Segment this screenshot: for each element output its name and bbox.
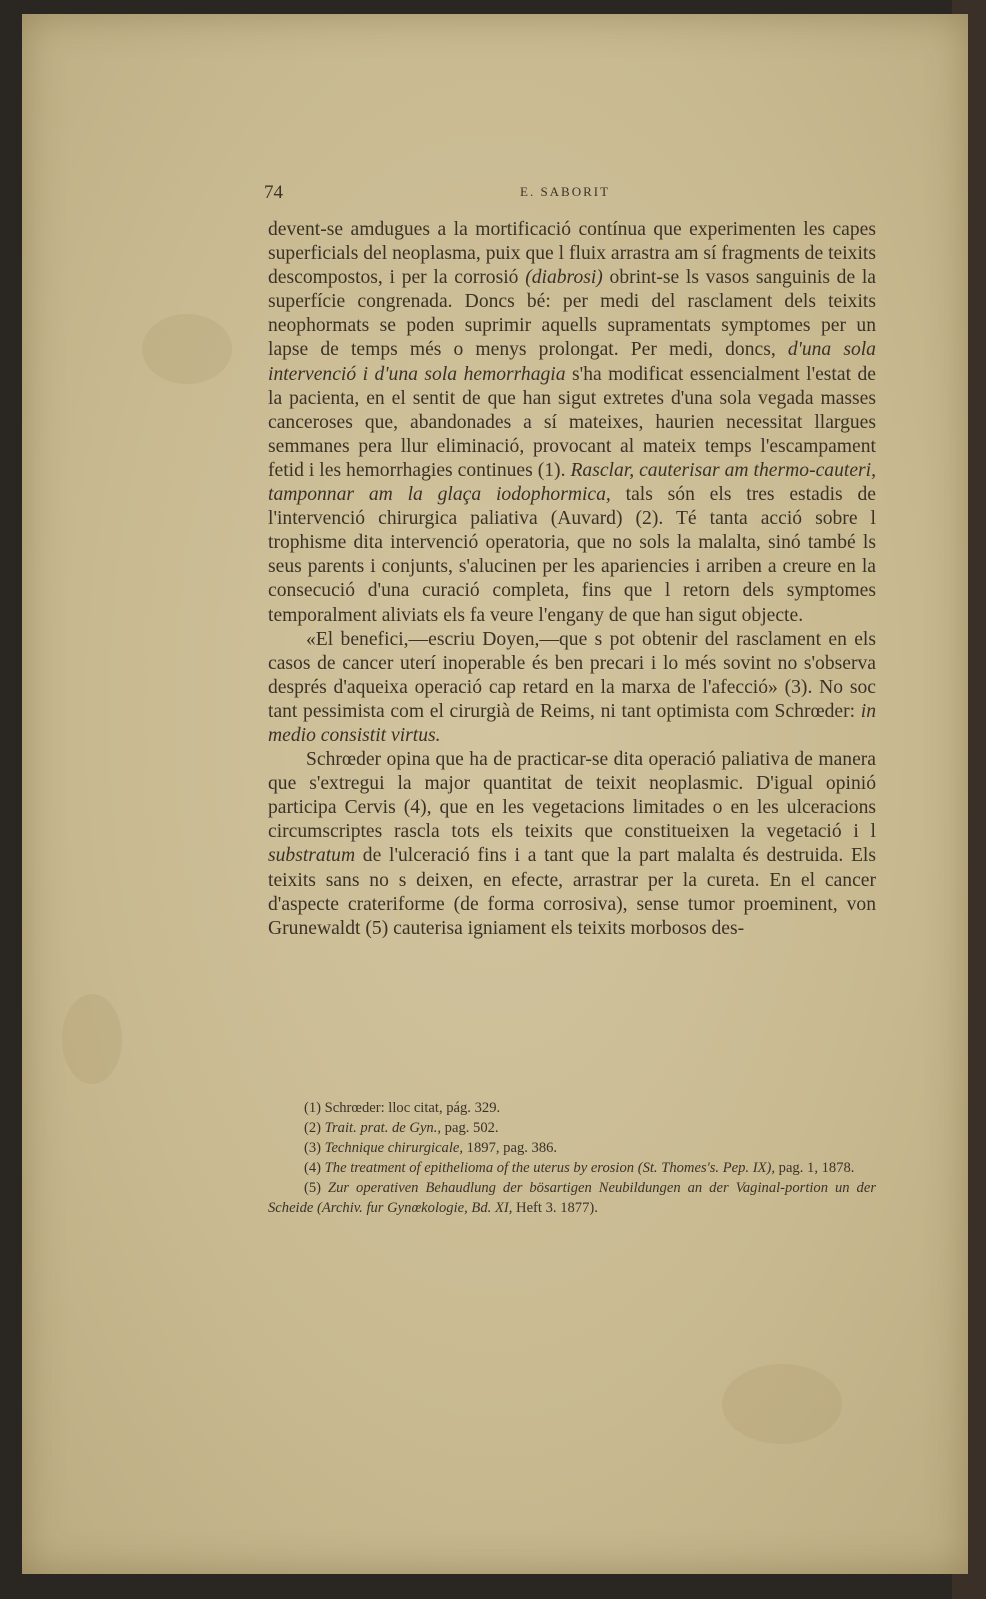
footnote <box>268 1178 876 1218</box>
italic-text: Technique chirurgicale, <box>324 1140 464 1156</box>
footnote <box>268 1138 876 1158</box>
text-run: de l'ulceració fins i a tant que la part malalta és destruida. Els teixits sans no s deixen, en efecte, arrastrar per la cureta. En el cancer d'aspecte crateriforme (de forma corrosiva), sense tumor proeminent, von Grunewaldt (5) cauterisa igniament els teixits morbosos des- <box>268 845 876 939</box>
paragraph <box>268 218 876 628</box>
footnote <box>268 1118 876 1138</box>
text-run: (2) <box>304 1120 325 1136</box>
italic-text: d'una sola intervenció i d'una sola hemorrhagia <box>268 339 876 385</box>
italic-text: Trait. prat. de Gyn. <box>324 1120 438 1136</box>
footnote <box>268 1158 876 1178</box>
text-run: (4) <box>304 1160 325 1176</box>
running-head: E. SABORIT <box>520 184 611 199</box>
text-run: «El benefici,—escriu Doyen,—que s pot obtenir del rasclament en els casos de cancer uterí inoperable és ben precari i lo més sovint no s'observa després d'aqueixa operació cap retard en la marxa de l'afecció» (3). No soc tant pessimista com el cirurgià de Reims, ni tant optimista com Schrœder: <box>268 628 876 722</box>
footnote <box>268 1098 876 1118</box>
italic-text: Rasclar, cauterisar am thermo-cauteri, tamponnar am la glaça iodophormica, <box>268 459 876 506</box>
page-number: 74 <box>264 182 283 203</box>
paper-stain <box>62 994 122 1084</box>
text-run: devent-se amdugues a la mortificació contínua que experimenten les capes superficials del neoplasma, puix que l fluix arrastra am sí fragments de teixits descompostos, i per la corrosió <box>268 219 876 289</box>
text-run: pag. 1, 1878. <box>775 1160 855 1176</box>
text-run: tals són els tres estadis de l'intervenció chirurgica paliativa (Auvard) (2). Té tanta acció sobre l trophisme dita intervenció operatoria, que no sols la malalta, sinó també ls seus parents i conjunts, s'alucinen per les apariencies i arriben a creure en la consecució d'una curació completa, fins que l retorn dels symptomes temporalment aliviats els fa veure l'engany de que han sigut objecte. <box>268 484 876 626</box>
paper-stain <box>142 314 232 384</box>
footnotes <box>268 1098 876 1218</box>
body-text <box>268 218 876 941</box>
text-run: (3) <box>304 1140 325 1156</box>
text-run: Heft 3. 1877). <box>512 1200 598 1216</box>
italic-text: Zur operativen Behaudlung der bösartigen Neubildungen an der Vaginal-portion un der Scheide (Archiv. fur Gynœkologie, Bd. XI, <box>268 1180 877 1216</box>
text-run: obrint-se ls vasos sanguinis de la superfície congrenada. Doncs bé: per medi del rasclament dels teixits neophormats se poden suprimir aquells supramentats symptomes per un lapse de temps més o menys prolongat. Per medi, doncs, <box>268 267 876 361</box>
text-run: (5) <box>304 1180 328 1196</box>
text-run: , pag. 502. <box>437 1120 499 1136</box>
paper-stain <box>722 1364 842 1444</box>
paragraph <box>268 628 876 748</box>
paragraph <box>268 748 876 941</box>
italic-text: substratum <box>268 845 356 867</box>
text-run: (1) Schrœder: lloc citat, pág. 329. <box>304 1100 501 1116</box>
page-header <box>0 170 986 203</box>
text-run: 1897, pag. 386. <box>463 1140 558 1156</box>
italic-text: The treatment of epithelioma of the uterus by erosion (St. Thomes's. Pep. IX), <box>324 1160 775 1176</box>
italic-text: (diabrosi) <box>525 267 603 289</box>
italic-text: in medio consistit virtus. <box>268 700 876 746</box>
text-run: Schrœder opina que ha de practicar-se dita operació paliativa de manera que s'extregui la major quantitat de teixit neoplasmic. D'igual opinió participa Cervis (4), que en les vegetacions limitades o en les ulceracions circumscriptes rascla tots els teixits que constitueixen la vegetació i l <box>268 749 876 843</box>
text-run: s'ha modificat essencialment l'estat de la pacienta, en el sentit de que han sigut extretes d'una sola vegada masses canceroses que, abandonades a sí mateixes, haurien necessitat llargues semmanes pera llur eliminació, provocant al mateix temps l'escampament fetid i les hemorrhagies continues (1). <box>268 363 876 481</box>
